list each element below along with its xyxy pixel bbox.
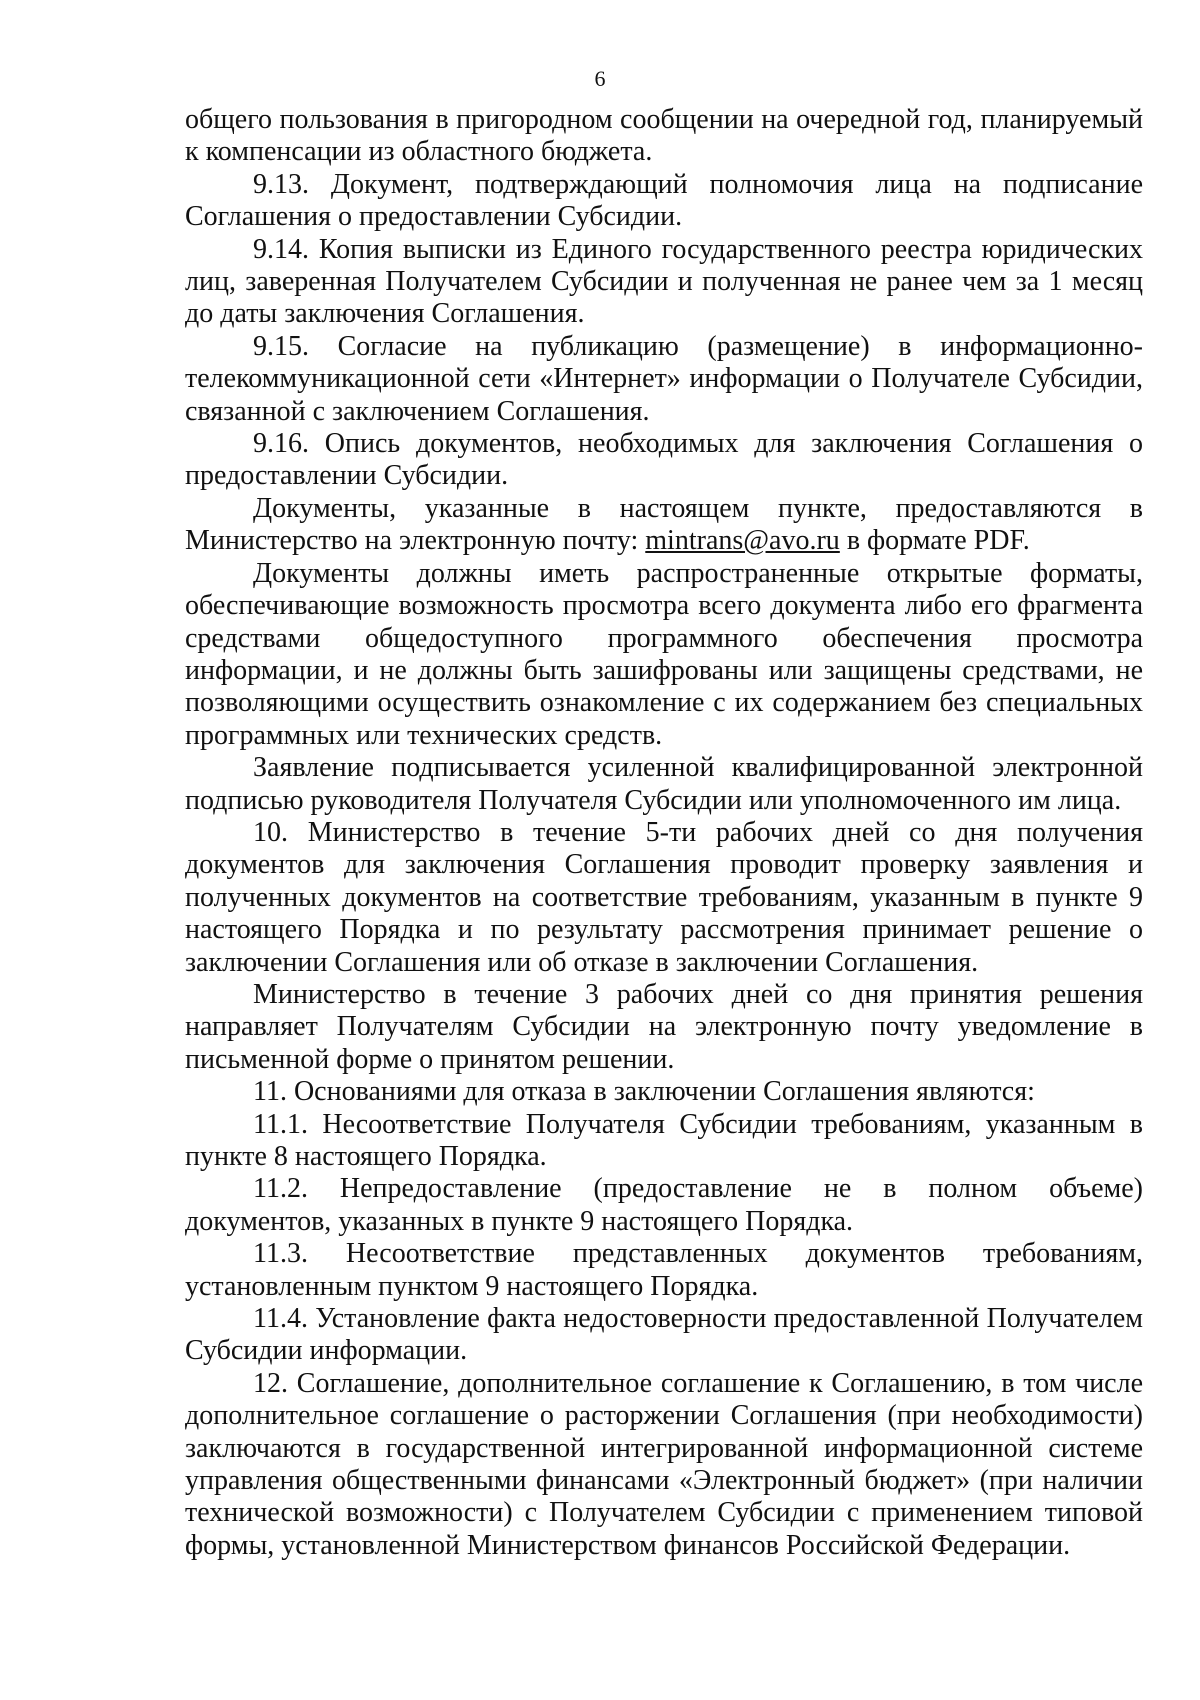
paragraph-9-14: 9.14. Копия выписки из Единого государственного реестра юридических лиц, заверенная Получателем Субсидии и полученная не ранее чем за 1 месяц до даты заключения Соглашения. [185, 233, 1143, 330]
paragraph-9-13: 9.13. Документ, подтверждающий полномочия лица на подписание Соглашения о предоставлении Субсидии. [185, 168, 1143, 233]
paragraph-11: 11. Основаниями для отказа в заключении Соглашения являются: [253, 1076, 1035, 1108]
paragraph-10: 10. Министерство в течение 5-ти рабочих дней со дня получения документов для заключения Соглашения проводит проверку заявления и полученных документов на соответствие требованиям, указанным в пункте 9 настоящего Порядка и по результату рассмотрения принимает решение о заключении Соглашения или об отказе в заключении Соглашения. [185, 816, 1143, 978]
paragraph-9-15: 9.15. Согласие на публикацию (размещение) в информационно-телекоммуникационной сети «Интернет» информации о Получателе Субсидии, связанной с заключением Соглашения. [185, 330, 1143, 427]
submission-text-after: в формате PDF. [839, 525, 1030, 557]
submission-text-before: Документы, указанные в настоящем пункте, предоставляются в Министерство на электронную почту: [185, 492, 1143, 557]
page-number: 6 [594, 66, 606, 91]
email-link[interactable]: mintrans@avo.ru [645, 525, 840, 557]
paragraph-11-2: 11.2. Непредоставление (предоставление не в полном объеме) документов, указанных в пункте 9 настоящего Порядка. [185, 1173, 1143, 1237]
paragraph-application-signature: Заявление подписывается усиленной квалифицированной электронной подписью руководителя Получателя Субсидии или уполномоченного им лица. [185, 752, 1143, 816]
paragraph-11-3: 11.3. Несоответствие представленных документов требованиям, установленным пунктом 9 настоящего Порядка. [185, 1238, 1143, 1302]
paragraph-notification: Министерство в течение 3 рабочих дней со дня принятия решения направляет Получателям Субсидии на электронную почту уведомление в письменной форме о принятом решении. [185, 978, 1143, 1075]
paragraph-continuation: общего пользования в пригородном сообщении на очередной год, планируемый к компенсации из областного бюджета. [185, 104, 1143, 168]
paragraph-12: 12. Соглашение, дополнительное соглашение к Соглашению, в том числе дополнительное соглашение о расторжении Соглашения (при необходимости) заключаются в государственной интегрированной информационной системе управления общественными финансами «Электронный бюджет» (при наличии технической возможности) с Получателем Субсидии с применением типовой формы, установленной Министерством финансов Российской Федерации. [185, 1367, 1143, 1561]
paragraph-11-1: 11.1. Несоответствие Получателя Субсидии требованиям, указанным в пункте 8 настоящего Порядка. [185, 1108, 1143, 1172]
paragraph-document-formats: Документы должны иметь распространенные открытые форматы, обеспечивающие возможность просмотра всего документа либо его фрагмента средствами общедоступного программного обеспечения просмотра информации, и не должны быть зашифрованы или защищены средствами, не позволяющими осуществить ознакомление с их содержанием без специальных программных или технических средств. [185, 557, 1143, 751]
paragraph-documents-submission [185, 493, 1143, 558]
paragraph-9-16: 9.16. Опись документов, необходимых для заключения Соглашения о предоставлении Субсидии. [185, 428, 1143, 492]
paragraph-11-4: 11.4. Установление факта недостоверности предоставленной Получателем Субсидии информации. [185, 1303, 1143, 1367]
document-body [185, 104, 1143, 1562]
